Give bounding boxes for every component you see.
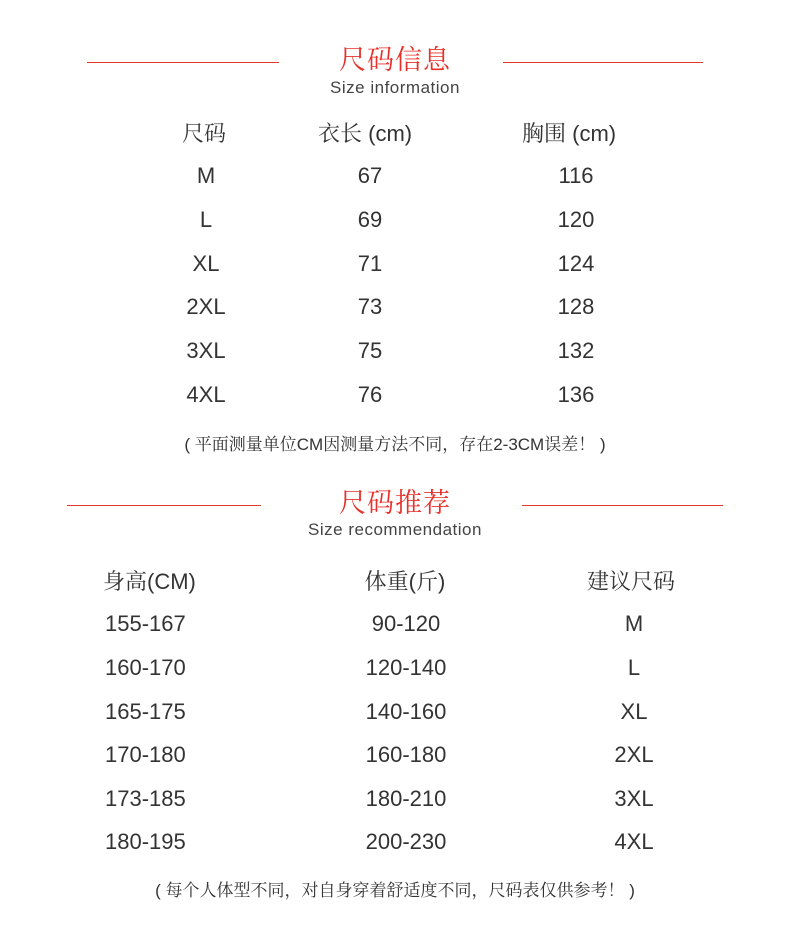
size-rec-cell: L [627,655,641,680]
size-info-cell: 116 [558,163,594,188]
size-info-header-size: 尺码 [182,121,227,146]
size-rec-cell: 140-160 [365,699,447,724]
size-rec-header-weight: 体重(斤) [364,569,446,594]
size-rec-title: 尺码推荐 [339,488,451,518]
size-info-note: ( 平面测量单位CM因测量方法不同，存在2-3CM误差！ ) [184,435,606,454]
size-info-cell: 4XL [186,382,226,407]
size-info-title: 尺码信息 [339,45,451,75]
size-rec-cell: 170-180 [105,742,186,767]
size-rec-cell: XL [620,699,648,724]
size-rec-cell: 165-175 [105,699,186,724]
size-info-cell: 73 [357,294,383,319]
size-info-cell: XL [192,251,220,276]
size-rec-cell: 160-170 [105,655,186,680]
size-info-cell: 132 [557,338,595,363]
size-rec-cell: 4XL [614,829,654,854]
size-info-cell: L [199,207,213,232]
size-info-cell: 2XL [186,294,226,319]
size-info-header-chest: 胸围 (cm) [522,121,617,146]
size-rec-cell: 180-210 [365,786,447,811]
size-info-cell: M [196,163,216,188]
size-rec-note: ( 每个人体型不同，对自身穿着舒适度不同，尺码表仅供参考！ ) [155,881,635,900]
size-rec-cell: 200-230 [365,829,447,854]
size-rec-cell: M [624,611,644,636]
size-rec-cell: 173-185 [105,786,186,811]
size-info-cell: 71 [357,251,383,276]
size-info-cell: 76 [357,382,383,407]
size-rec-cell: 90-120 [371,611,441,636]
size-rec-cell: 120-140 [365,655,447,680]
size-rec-cell: 180-195 [105,829,186,854]
size-rec-header-size: 建议尺码 [586,569,676,594]
size-info-cell: 120 [557,207,595,232]
size-rec-header-height: 身高(CM) [103,569,196,594]
size-rec-subtitle: Size recommendation [308,520,482,539]
size-info-cell: 128 [557,294,595,319]
size-info-cell: 75 [357,338,383,363]
size-info-cell: 67 [357,163,383,188]
size-info-header-length: 衣长 (cm) [318,121,413,146]
size-rec-cell: 2XL [614,742,654,767]
size-info-cell: 124 [557,251,595,276]
size-rec-cell: 3XL [614,786,654,811]
size-rec-cell: 155-167 [105,611,186,636]
size-info-cell: 3XL [186,338,226,363]
size-info-cell: 136 [557,382,595,407]
size-rec-cell: 160-180 [365,742,447,767]
size-info-subtitle: Size information [330,78,460,97]
size-info-cell: 69 [357,207,383,232]
